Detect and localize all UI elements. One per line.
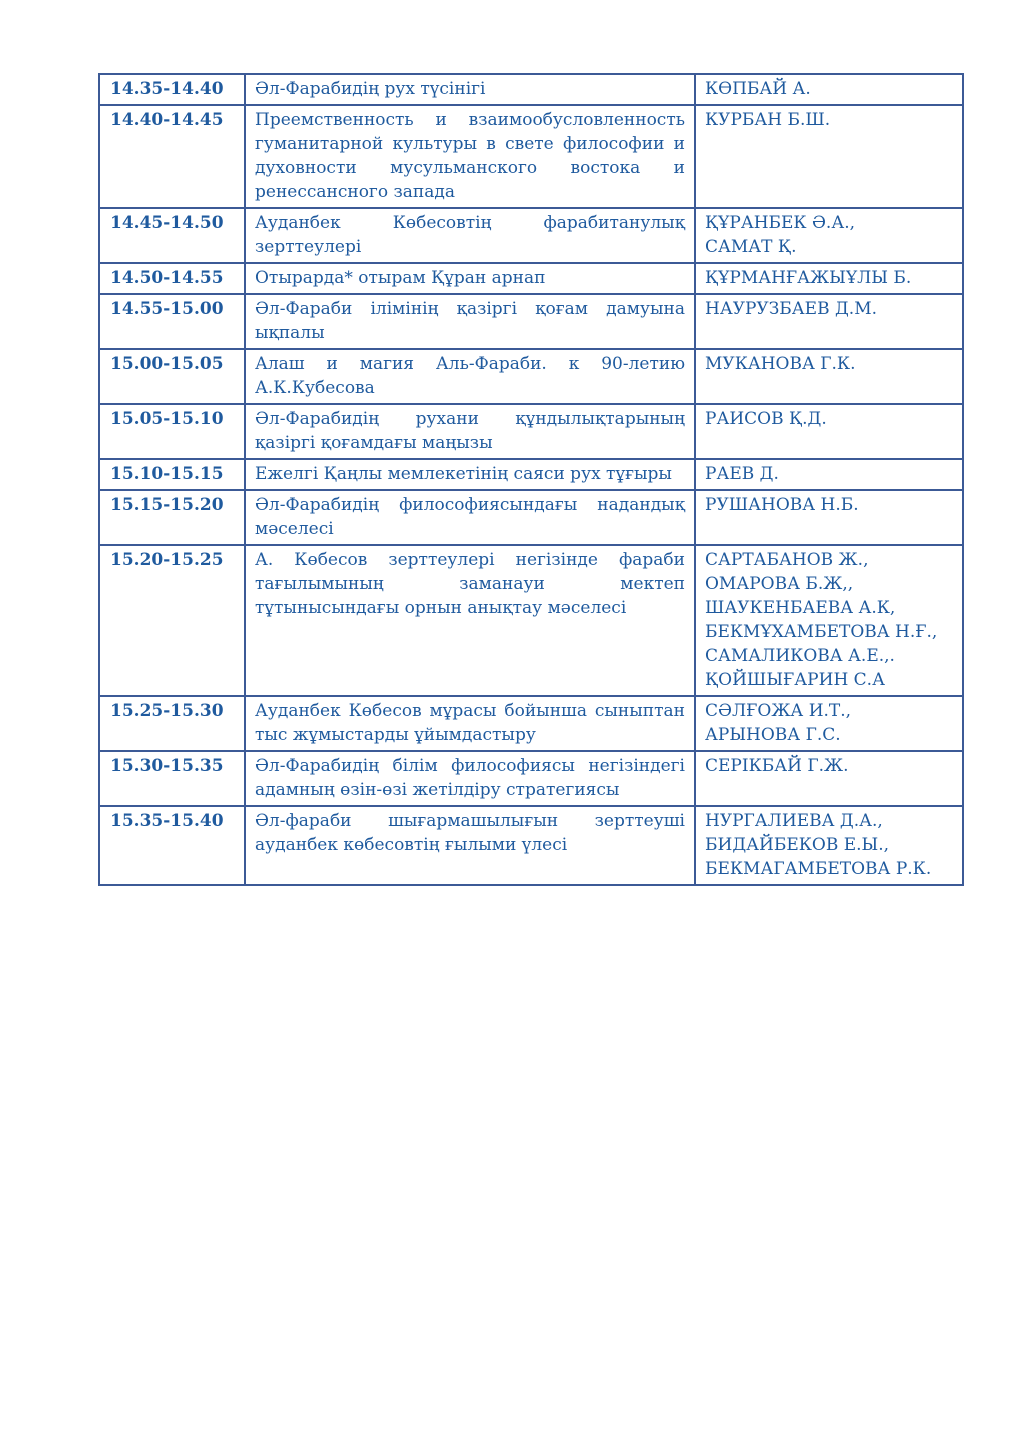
table-row xyxy=(99,459,963,490)
schedule-body xyxy=(99,74,963,885)
table-row xyxy=(99,208,963,263)
speaker-cell: РАЕВ Д. xyxy=(695,459,963,490)
time-cell: 14.45-14.50 xyxy=(99,208,245,263)
time-cell: 15.00-15.05 xyxy=(99,349,245,404)
table-row xyxy=(99,74,963,105)
table-row xyxy=(99,696,963,751)
table-row xyxy=(99,294,963,349)
time-cell: 14.50-14.55 xyxy=(99,263,245,294)
speaker-cell: ҚҰРАНБЕК Ә.А., САМАТ Қ. xyxy=(695,208,963,263)
speaker-cell: МУКАНОВА Г.К. xyxy=(695,349,963,404)
speaker-cell: САРТАБАНОВ Ж., ОМАРОВА Б.Ж,, ШАУКЕНБАЕВА А.К, БЕКМҰХАМБЕТОВА Н.Ғ., САМАЛИКОВА А.Е.,. ҚОЙШЫҒАРИН С.А xyxy=(695,545,963,696)
table-row xyxy=(99,751,963,806)
time-cell: 14.55-15.00 xyxy=(99,294,245,349)
table-row xyxy=(99,349,963,404)
speaker-cell: РУШАНОВА Н.Б. xyxy=(695,490,963,545)
table-row xyxy=(99,545,963,696)
speaker-cell: СЕРІКБАЙ Г.Ж. xyxy=(695,751,963,806)
time-cell: 14.40-14.45 xyxy=(99,105,245,208)
speaker-cell: НУРГАЛИЕВА Д.А., БИДАЙБЕКОВ Е.Ы., БЕКМАГАМБЕТОВА Р.К. xyxy=(695,806,963,885)
topic-cell: Ауданбек Көбесовтің фарабитанулық зерттеулері xyxy=(245,208,695,263)
speaker-cell: НАУРУЗБАЕВ Д.М. xyxy=(695,294,963,349)
time-cell: 15.15-15.20 xyxy=(99,490,245,545)
table-row xyxy=(99,263,963,294)
topic-cell: Преемственность и взаимообусловленность гуманитарной культуры в свете философии и духовности мусульманского востока и ренессансного запада xyxy=(245,105,695,208)
time-cell: 15.05-15.10 xyxy=(99,404,245,459)
time-cell: 14.35-14.40 xyxy=(99,74,245,105)
table-row xyxy=(99,404,963,459)
time-cell: 15.20-15.25 xyxy=(99,545,245,696)
speaker-cell: РАИСОВ Қ.Д. xyxy=(695,404,963,459)
time-cell: 15.10-15.15 xyxy=(99,459,245,490)
table-row xyxy=(99,806,963,885)
table-row xyxy=(99,105,963,208)
speaker-cell: КӨПБАЙ А. xyxy=(695,74,963,105)
schedule-table xyxy=(98,73,964,886)
topic-cell: Отырарда* отырам Құран арнап xyxy=(245,263,695,294)
topic-cell: Әл-фараби шығармашылығын зерттеуші ауданбек көбесовтің ғылыми үлесі xyxy=(245,806,695,885)
topic-cell: Ежелгі Қаңлы мемлекетінің саяси рух тұғыры xyxy=(245,459,695,490)
topic-cell: А. Көбесов зерттеулері негізінде фараби тағылымының заманауи мектеп тұтынысындағы орнын анықтау мәселесі xyxy=(245,545,695,696)
topic-cell: Алаш и магия Аль-Фараби. к 90-летию А.К.Кубесова xyxy=(245,349,695,404)
table-row xyxy=(99,490,963,545)
speaker-cell: КУРБАН Б.Ш. xyxy=(695,105,963,208)
time-cell: 15.35-15.40 xyxy=(99,806,245,885)
topic-cell: Әл-Фарабидің рухани құндылықтарының қазіргі қоғамдағы маңызы xyxy=(245,404,695,459)
time-cell: 15.25-15.30 xyxy=(99,696,245,751)
topic-cell: Әл-Фараби ілімінің қазіргі қоғам дамуына ықпалы xyxy=(245,294,695,349)
time-cell: 15.30-15.35 xyxy=(99,751,245,806)
speaker-cell: СӘЛҒОЖА И.Т., АРЫНОВА Г.С. xyxy=(695,696,963,751)
speaker-cell: ҚҰРМАНҒАЖЫҰЛЫ Б. xyxy=(695,263,963,294)
topic-cell: Ауданбек Көбесов мұрасы бойынша сыныптан тыс жұмыстарды ұйымдастыру xyxy=(245,696,695,751)
topic-cell: Әл-Фарабидің білім философиясы негізіндегі адамның өзін-өзі жетілдіру стратегиясы xyxy=(245,751,695,806)
topic-cell: Әл-Фарабидің рух түсінігі xyxy=(245,74,695,105)
topic-cell: Әл-Фарабидің философиясындағы надандық мәселесі xyxy=(245,490,695,545)
